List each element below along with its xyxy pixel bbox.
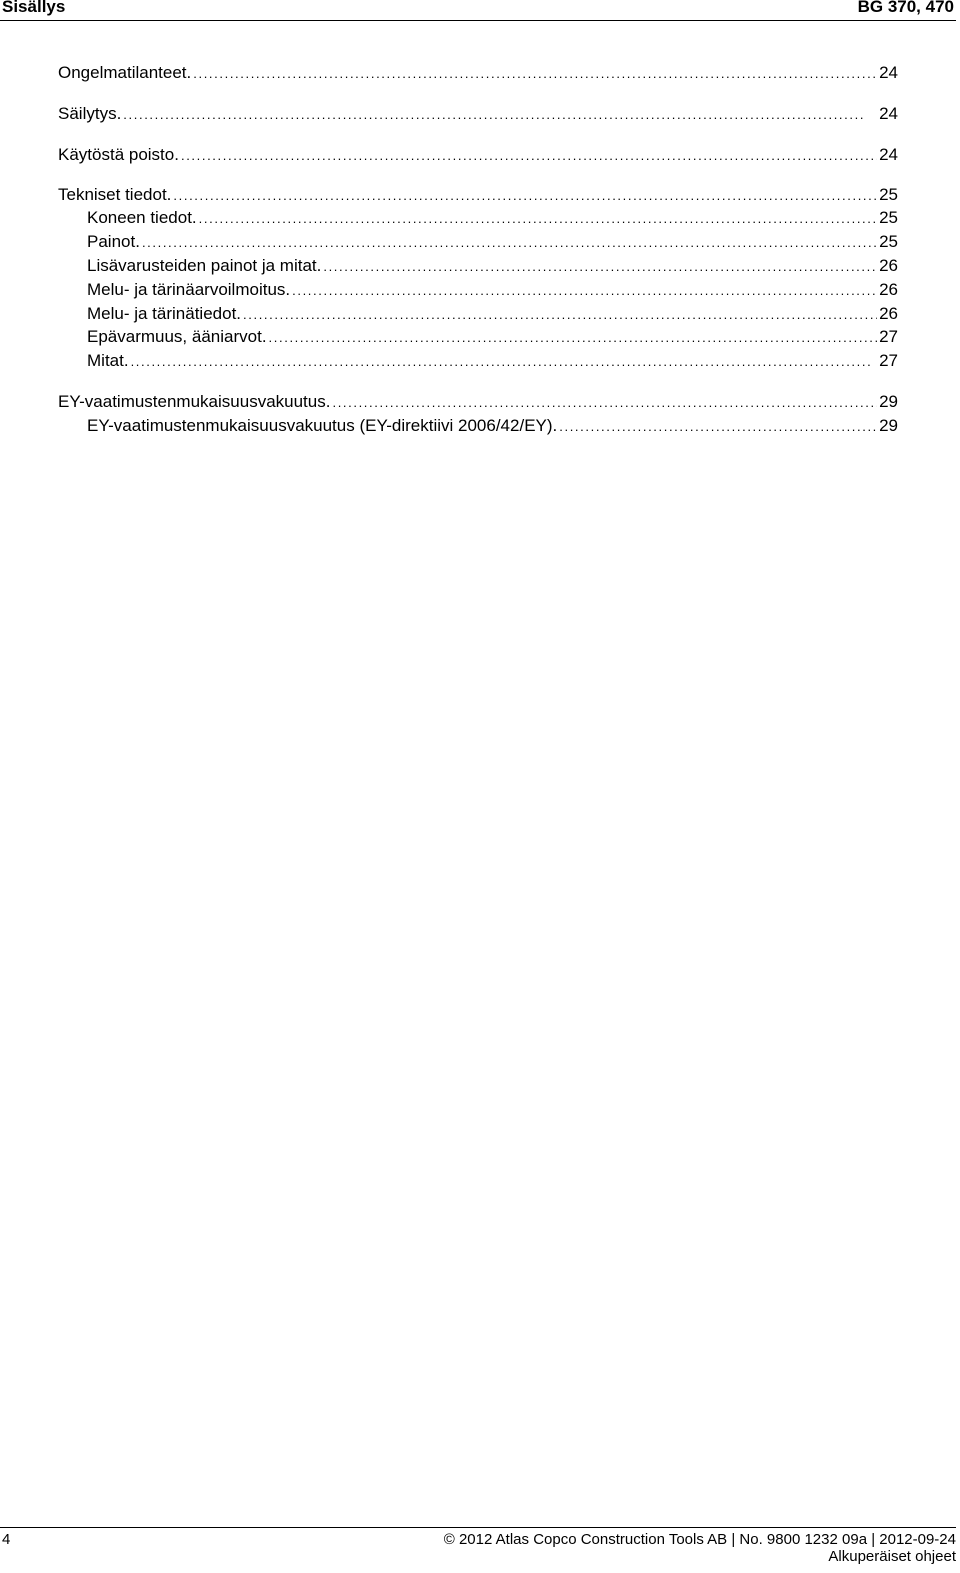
footer-divider	[0, 1527, 956, 1528]
toc-entry-title: EY-vaatimustenmukaisuusvakuutus (EY-direktiivi 2006/42/EY).	[87, 416, 558, 435]
toc-entry-title: Epävarmuus, ääniarvot.	[87, 327, 267, 346]
toc-entry-page: 27	[879, 327, 898, 346]
model-name: BG 370, 470	[857, 0, 954, 16]
toc-leader-dots	[243, 305, 877, 325]
toc-leader-dots	[199, 209, 877, 229]
toc-entry-title: Säilytys.	[58, 104, 122, 123]
toc-leader-dots	[323, 257, 877, 277]
toc-entry-title: Melu- ja tärinätiedot.	[87, 304, 242, 323]
toc-leader-dots	[173, 186, 877, 206]
toc-entry-page: 26	[879, 256, 898, 275]
toc-leader-dots	[131, 352, 878, 372]
toc-entry-title: Painot.	[87, 232, 140, 251]
toc-leader-dots	[123, 105, 877, 125]
page-header	[0, 0, 956, 21]
toc-entry-page: 24	[879, 145, 898, 164]
toc-leader-dots	[181, 146, 877, 166]
toc-entry-title: Lisävarusteiden painot ja mitat.	[87, 256, 322, 275]
toc-entry-page: 29	[879, 416, 898, 435]
toc-subentry[interactable]	[87, 327, 898, 348]
toc-entry-page: 24	[879, 104, 898, 123]
toc-leader-dots	[142, 233, 877, 253]
toc-entry[interactable]	[58, 145, 898, 166]
page-number: 4	[2, 1531, 11, 1548]
toc-subentry[interactable]	[87, 416, 898, 437]
toc-entry[interactable]	[58, 63, 898, 84]
toc-entry-page: 24	[879, 63, 898, 82]
toc-leader-dots	[269, 328, 878, 348]
toc-entry-title: Melu- ja tärinäarvoilmoitus.	[87, 280, 291, 299]
toc-entry-title: Käytöstä poisto.	[58, 145, 179, 164]
toc-subentry[interactable]	[87, 256, 898, 277]
toc-entry-page: 26	[879, 280, 898, 299]
toc-entry-title: Ongelmatilanteet.	[58, 63, 192, 82]
toc-leader-dots	[193, 64, 877, 84]
toc-entry[interactable]	[58, 392, 898, 413]
toc-subentry[interactable]	[87, 304, 898, 325]
toc-entry-page: 27	[879, 351, 898, 370]
toc-entry-title: Tekniset tiedot.	[58, 185, 172, 204]
toc-entry[interactable]	[58, 104, 898, 125]
toc-entry-page: 25	[879, 208, 898, 227]
toc-entry-title: Koneen tiedot.	[87, 208, 197, 227]
page-footer	[444, 1531, 956, 1565]
toc-leader-dots	[559, 417, 877, 437]
toc-entry-page: 25	[879, 232, 898, 251]
toc-subentry[interactable]	[87, 280, 898, 301]
copyright-line: © 2012 Atlas Copco Construction Tools AB | No. 9800 1232 09a | 2012-09-24	[443, 1531, 956, 1548]
toc-subentry[interactable]	[87, 232, 898, 253]
toc-entry[interactable]	[58, 185, 898, 206]
original-instructions-note: Alkuperäiset ohjeet	[828, 1548, 956, 1565]
toc-entry-title: Mitat.	[87, 351, 129, 370]
toc-entry-page: 29	[879, 392, 898, 411]
toc-subentry[interactable]	[87, 208, 898, 229]
toc-subentry[interactable]	[87, 351, 898, 372]
toc-entry-page: 25	[879, 185, 898, 204]
toc-entry-page: 26	[879, 304, 898, 323]
toc-leader-dots	[332, 393, 877, 413]
toc-leader-dots	[292, 281, 877, 301]
toc-entry-title: EY-vaatimustenmukaisuusvakuutus.	[58, 392, 331, 411]
section-title: Sisällys	[2, 0, 66, 16]
